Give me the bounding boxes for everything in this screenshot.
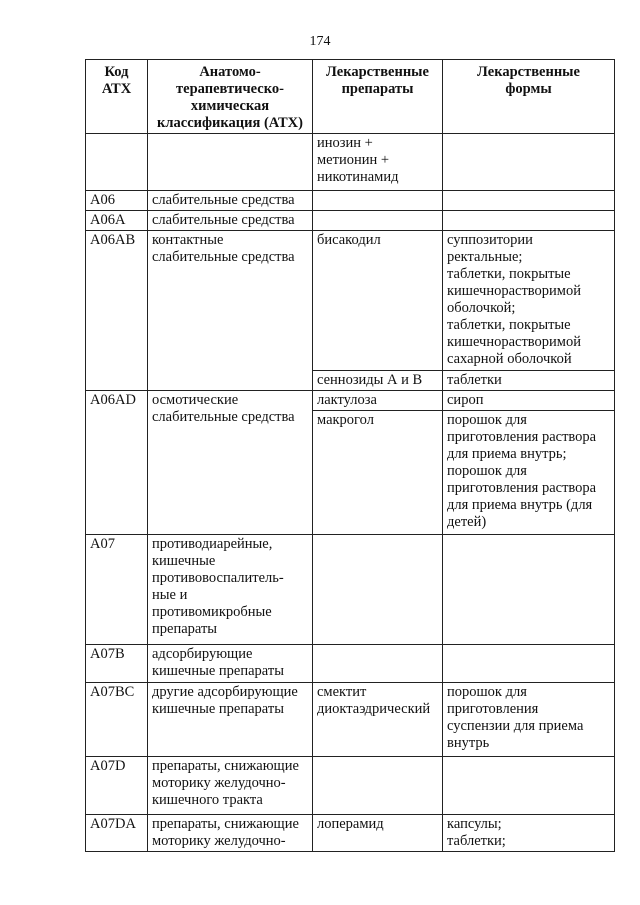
cell-form: таблетки (443, 371, 615, 391)
cell-classification (148, 134, 313, 191)
cell-classification: препараты, снижающие моторику желудочно- кишечного тракта (148, 757, 313, 815)
table-row (86, 815, 615, 852)
cell-classification: слабительные средства (148, 211, 313, 231)
cell-drug (313, 757, 443, 815)
header-drugs: Лекарственные препараты (313, 60, 443, 134)
table-row (86, 535, 615, 645)
cell-form (443, 535, 615, 645)
header-forms: Лекарственные формы (443, 60, 615, 134)
atc-table (85, 59, 615, 852)
cell-drug (313, 211, 443, 231)
table-row (86, 211, 615, 231)
cell-classification: адсорбирующие кишечные препараты (148, 645, 313, 683)
cell-form: сироп (443, 391, 615, 411)
cell-drug: инозин + метионин + никотинамид (313, 134, 443, 191)
cell-form (443, 134, 615, 191)
cell-form (443, 211, 615, 231)
cell-classification: слабительные средства (148, 191, 313, 211)
cell-form: порошок для приготовления раствора для приема внутрь; порошок для приготовления раствора для приема внутрь (для детей) (443, 411, 615, 535)
cell-form (443, 645, 615, 683)
cell-code: A07BC (86, 683, 148, 757)
cell-code: A06 (86, 191, 148, 211)
table-row (86, 757, 615, 815)
cell-classification: препараты, снижающие моторику желудочно- (148, 815, 313, 852)
cell-drug: бисакодил (313, 231, 443, 371)
cell-form: суппозитории ректальные; таблетки, покрытые кишечнорастворимой оболочкой; таблетки, покрытые кишечнорастворимой сахарной оболочкой (443, 231, 615, 371)
page-number: 174 (309, 34, 331, 49)
cell-drug (313, 191, 443, 211)
cell-drug: лактулоза (313, 391, 443, 411)
cell-code (86, 134, 148, 191)
cell-code: A07B (86, 645, 148, 683)
table-header-row (86, 60, 615, 134)
table-row (86, 645, 615, 683)
cell-drug: смектит диоктаэдрический (313, 683, 443, 757)
cell-code: A07 (86, 535, 148, 645)
cell-classification: другие адсорбирующие кишечные препараты (148, 683, 313, 757)
cell-form: капсулы; таблетки; (443, 815, 615, 852)
cell-drug: макрогол (313, 411, 443, 535)
header-classification: Анатомо- терапевтическо- химическая классификация (АТХ) (148, 60, 313, 134)
cell-classification: осмотические слабительные средства (148, 391, 313, 535)
cell-drug: сеннозиды А и В (313, 371, 443, 391)
cell-classification: противодиарейные, кишечные противовоспалитель- ные и противомикробные препараты (148, 535, 313, 645)
header-code: Код АТХ (86, 60, 148, 134)
cell-drug: лоперамид (313, 815, 443, 852)
cell-form: порошок для приготовления суспензии для приема внутрь (443, 683, 615, 757)
table-row (86, 191, 615, 211)
table-row (86, 391, 615, 411)
table-row (86, 683, 615, 757)
cell-classification: контактные слабительные средства (148, 231, 313, 391)
cell-form (443, 191, 615, 211)
table-row (86, 134, 615, 191)
cell-drug (313, 645, 443, 683)
cell-code: A07D (86, 757, 148, 815)
cell-code: A06AB (86, 231, 148, 391)
cell-form (443, 757, 615, 815)
cell-code: A07DA (86, 815, 148, 852)
table-row (86, 231, 615, 371)
cell-drug (313, 535, 443, 645)
cell-code: A06A (86, 211, 148, 231)
cell-code: A06AD (86, 391, 148, 535)
